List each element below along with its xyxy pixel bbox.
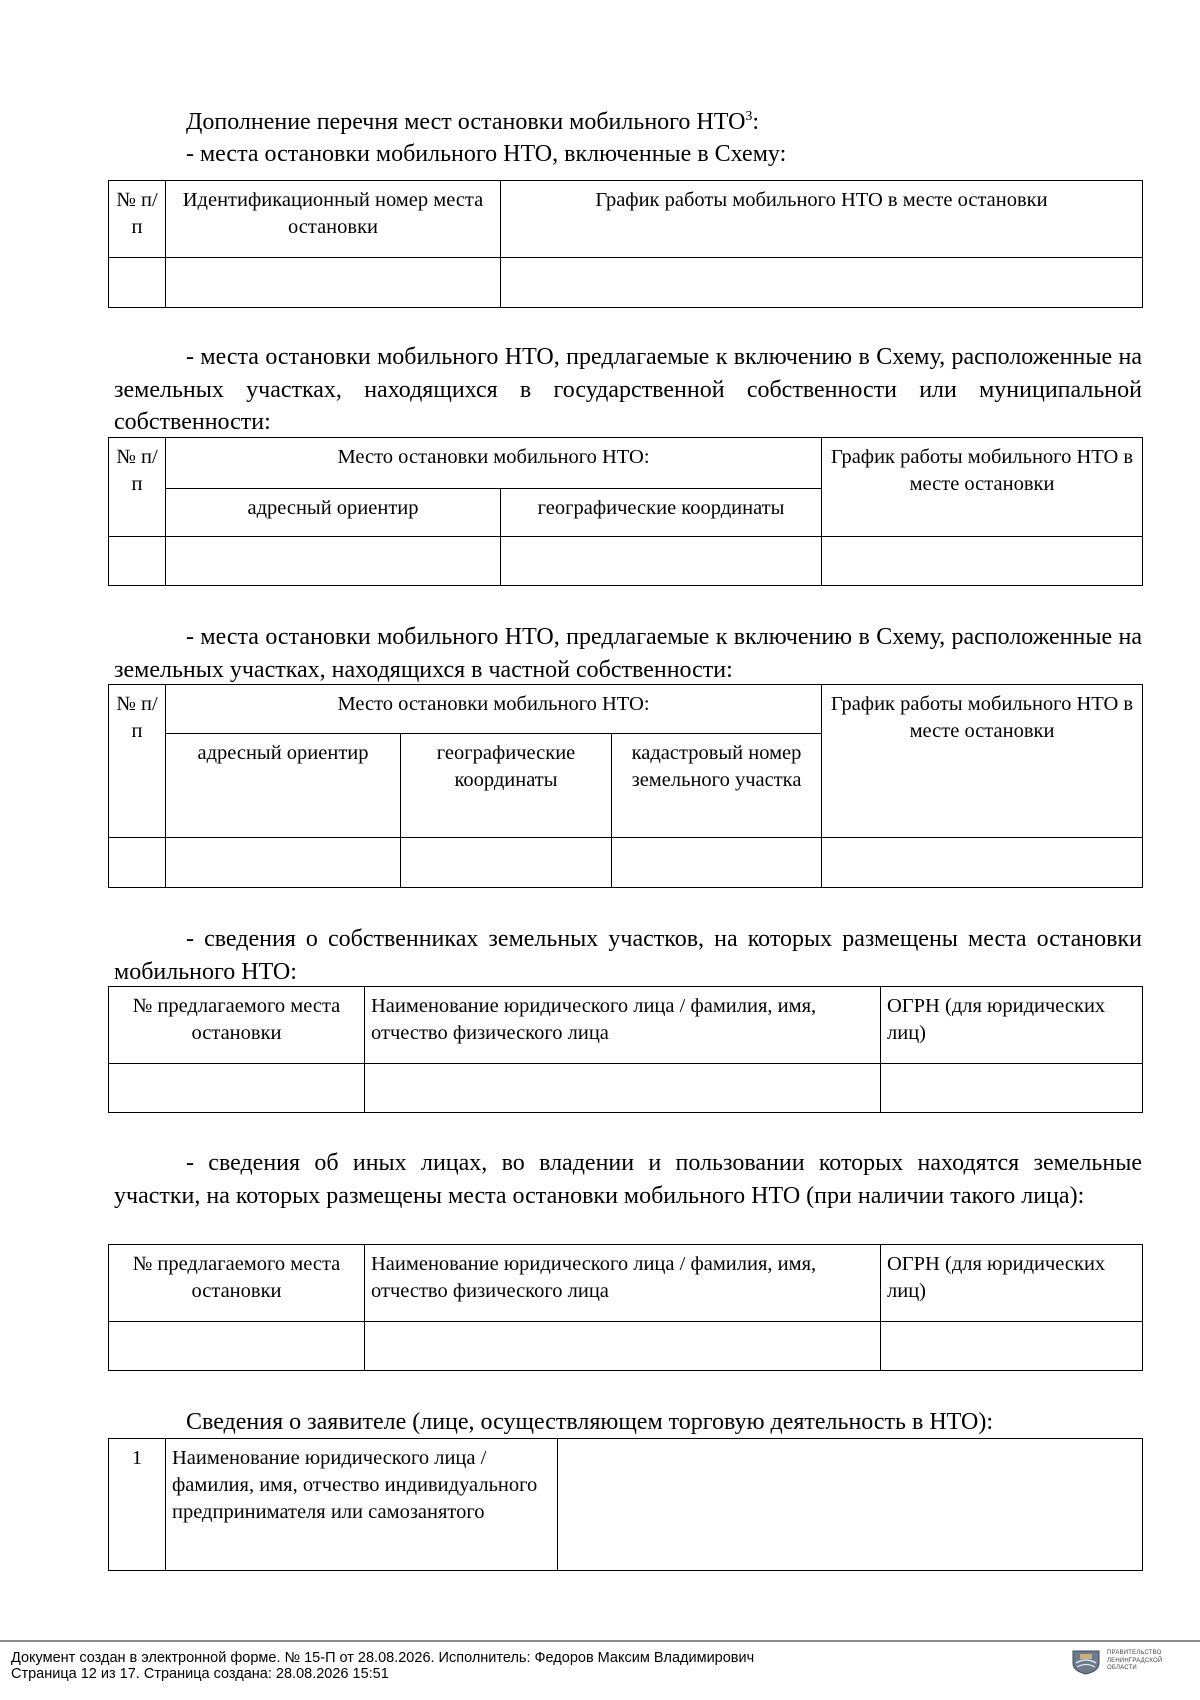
column-header-coordinates: географические координаты (401, 734, 612, 838)
government-logo (1071, 1649, 1181, 1683)
heading-suffix: : (752, 109, 760, 135)
footer-line-page: Страница 12 из 17. Страница создана: 28.08.2026 15:51 (11, 1666, 389, 1682)
table-cell[interactable] (109, 838, 166, 888)
column-header-stop-num: № предлагаемого места остановки (109, 987, 365, 1064)
table-cell[interactable] (612, 838, 822, 888)
column-header-place: Место остановки мобильного НТО: (166, 438, 822, 489)
footer-text (11, 1650, 754, 1682)
table-cell[interactable] (365, 1064, 881, 1113)
column-header-place: Место остановки мобильного НТО: (166, 685, 822, 734)
other-holders-table (108, 1244, 1143, 1371)
table-cell[interactable] (166, 537, 501, 586)
private-land-stops-table (108, 684, 1143, 888)
column-header-ogrn: ОГРН (для юридических лиц) (881, 987, 1143, 1064)
column-header-id: Идентификационный номер места остановки (166, 181, 501, 258)
table-cell[interactable] (881, 1064, 1143, 1113)
column-header-name: Наименование юридического лица / фамилия, имя, отчество физического лица (365, 1245, 881, 1322)
table-cell[interactable] (881, 1322, 1143, 1371)
table-cell[interactable] (822, 537, 1143, 586)
heading-text: Дополнение перечня мест остановки мобильного НТО (186, 109, 746, 135)
table-cell[interactable] (109, 1322, 365, 1371)
row-number: 1 (109, 1439, 166, 1571)
applicant-heading: Сведения о заявителе (лице, осуществляющем торговую деятельность в НТО): (186, 1409, 993, 1435)
paragraph-private-land: - места остановки мобильного НТО, предлагаемые к включению в Схему, расположенные на земельных участках, находящихся в частной собственности: (114, 624, 1142, 683)
owners-table (108, 986, 1143, 1113)
coat-of-arms-icon (1071, 1649, 1101, 1675)
column-header-schedule: График работы мобильного НТО в месте остановки (501, 181, 1143, 258)
table-cell[interactable] (822, 838, 1143, 888)
table-cell[interactable] (501, 537, 822, 586)
paragraph-other-holders: - сведения об иных лицах, во владении и пользовании которых находятся земельные участки, на которых размещены места остановки мобильного НТО (при наличии такого лица): (114, 1150, 1142, 1209)
page-footer (0, 1640, 1200, 1700)
column-header-num: № п/п (109, 685, 166, 838)
column-header-stop-num: № предлагаемого места остановки (109, 1245, 365, 1322)
column-header-coordinates: географические координаты (501, 489, 822, 537)
column-header-address: адресный ориентир (166, 489, 501, 537)
column-header-name: Наименование юридического лица / фамилия, имя, отчество физического лица (365, 987, 881, 1064)
org-name-line: ЛЕНИНГРАДСКОЙ (1107, 1657, 1163, 1664)
table-cell[interactable] (365, 1322, 881, 1371)
table-cell[interactable] (166, 838, 401, 888)
paragraph-state-land: - места остановки мобильного НТО, предлагаемые к включению в Схему, расположенные на земельных участках, находящихся в государственной собственности или муниципальной собственности: (114, 344, 1142, 435)
org-name-line: ПРАВИТЕЛЬСТВО (1107, 1650, 1162, 1656)
subheading: - места остановки мобильного НТО, включенные в Схему: (186, 141, 787, 167)
column-header-num: № п/п (109, 181, 166, 258)
table-cell[interactable] (166, 258, 501, 308)
section-heading (186, 106, 1146, 139)
table-cell[interactable] (109, 258, 166, 308)
column-header-schedule: График работы мобильного НТО в месте остановки (822, 438, 1143, 537)
state-land-stops-table (108, 437, 1143, 586)
row-label: Наименование юридического лица / фамилия, имя, отчество индивидуального предпринимателя или самозанятого (166, 1439, 558, 1571)
paragraph-owners: - сведения о собственниках земельных участков, на которых размещены места остановки мобильного НТО: (114, 926, 1142, 985)
org-name-line: ОБЛАСТИ (1107, 1665, 1137, 1671)
applicant-value-cell[interactable] (558, 1439, 1143, 1571)
column-header-num: № п/п (109, 438, 166, 537)
table-cell[interactable] (401, 838, 612, 888)
table-cell[interactable] (501, 258, 1143, 308)
column-header-ogrn: ОГРН (для юридических лиц) (881, 1245, 1143, 1322)
column-header-address: адресный ориентир (166, 734, 401, 838)
org-name (1107, 1650, 1162, 1673)
column-header-schedule: График работы мобильного НТО в месте остановки (822, 685, 1143, 838)
column-header-cadastral: кадастровый номер земельного участка (612, 734, 822, 838)
included-stops-table (108, 180, 1143, 308)
table-cell[interactable] (109, 1064, 365, 1113)
applicant-table (108, 1438, 1143, 1571)
table-cell[interactable] (109, 537, 166, 586)
footnote-ref: 3 (745, 109, 753, 124)
footer-line-document: Документ создан в электронной форме. № 15-П от 28.08.2026. Исполнитель: Федоров Максим Владимирович (11, 1650, 755, 1666)
